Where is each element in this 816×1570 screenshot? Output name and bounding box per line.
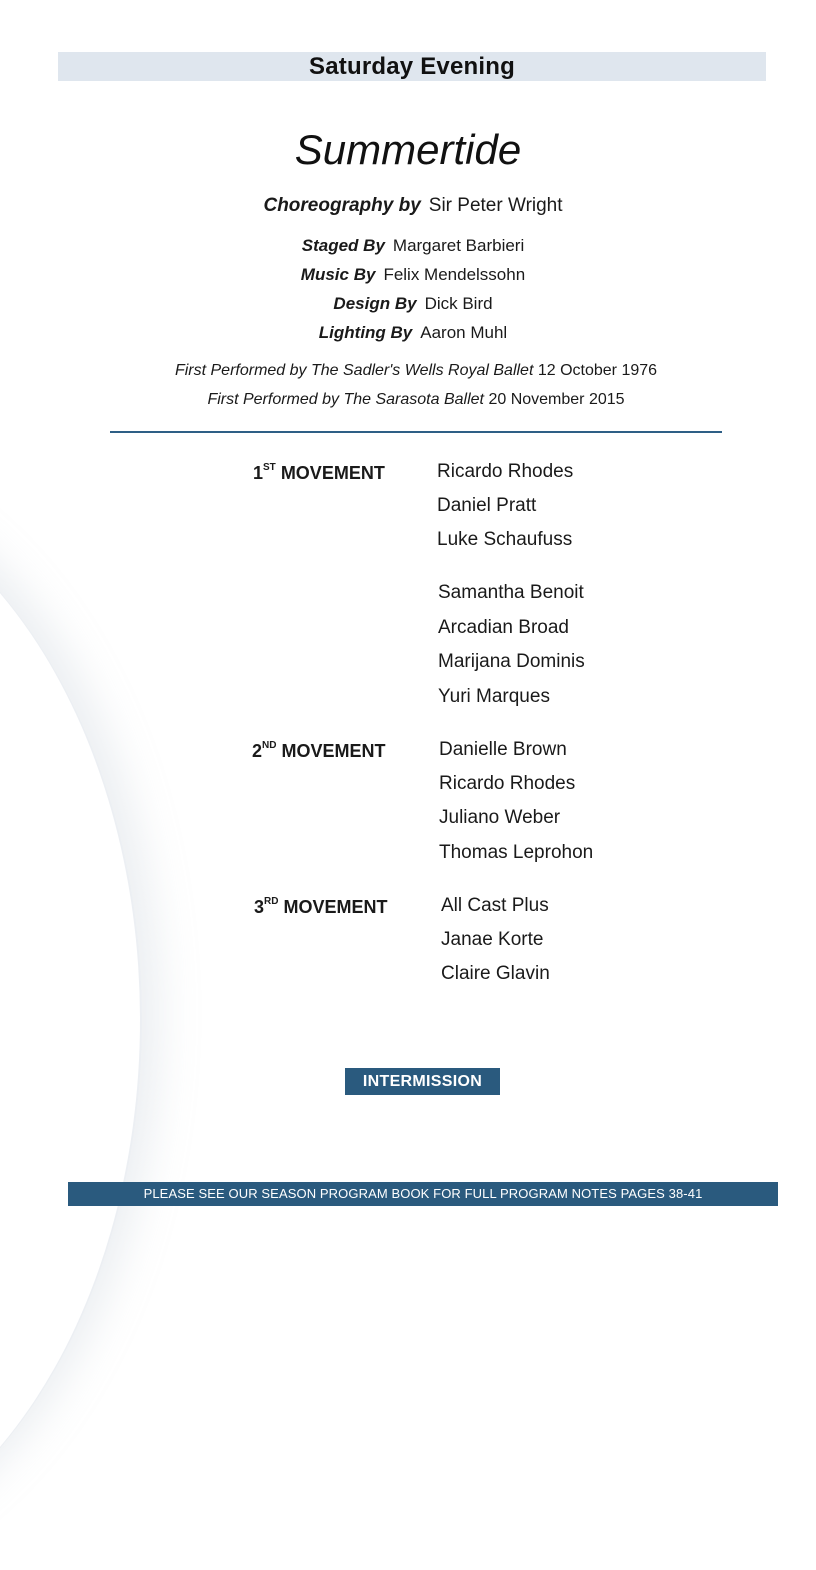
credit-value: Dick Bird xyxy=(424,294,493,313)
movement-label xyxy=(252,741,386,762)
credit-label: Music By xyxy=(300,265,376,284)
divider-rule xyxy=(110,431,722,433)
premiere-line xyxy=(0,391,816,409)
dancer-name: Claire Glavin xyxy=(441,963,550,984)
premiere-label: First Performed by The Sadler's Wells Royal Ballet xyxy=(174,362,534,379)
dancer-name: Ricardo Rhodes xyxy=(437,461,574,482)
credit-design xyxy=(0,294,816,314)
movement-label xyxy=(254,897,388,918)
footer-note: PLEASE SEE OUR SEASON PROGRAM BOOK FOR FULL PROGRAM NOTES PAGES 38-41 xyxy=(68,1182,778,1206)
dancer-name: Marijana Dominis xyxy=(438,651,585,672)
credit-label: Design By xyxy=(333,294,417,313)
credit-label: Staged By xyxy=(301,236,385,255)
page-header-title: Saturday Evening xyxy=(309,53,515,80)
credit-label: Choreography by xyxy=(263,195,421,216)
movement-number: 1 xyxy=(253,463,264,483)
dancer-name: Janae Korte xyxy=(441,929,544,950)
movement-label xyxy=(253,463,385,484)
decorative-arc xyxy=(0,470,142,1570)
dancer-name: Yuri Marques xyxy=(438,686,550,707)
credit-lighting xyxy=(0,323,816,343)
movement-word: MOVEMENT xyxy=(281,741,386,761)
movement-word: MOVEMENT xyxy=(283,897,388,917)
premiere-line xyxy=(0,362,816,380)
dancer-name: Samantha Benoit xyxy=(438,582,584,603)
header-bar xyxy=(58,52,766,81)
dancer-name: Juliano Weber xyxy=(439,807,561,828)
credit-value: Aaron Muhl xyxy=(420,323,508,342)
dancer-name: All Cast Plus xyxy=(441,895,549,916)
credit-value: Margaret Barbieri xyxy=(392,236,525,255)
credit-music xyxy=(0,265,816,285)
credit-staged xyxy=(0,236,816,256)
credit-value: Sir Peter Wright xyxy=(428,195,563,216)
movement-word: MOVEMENT xyxy=(280,463,385,483)
credit-label: Lighting By xyxy=(318,323,413,342)
dancer-name: Danielle Brown xyxy=(439,739,567,760)
credit-value: Felix Mendelssohn xyxy=(383,265,526,284)
movement-number: 2 xyxy=(252,741,263,761)
movement-ordinal-suffix: ND xyxy=(262,740,277,751)
dancer-name: Thomas Leprohon xyxy=(439,842,594,863)
movement-ordinal-suffix: RD xyxy=(264,896,279,907)
intermission-banner: INTERMISSION xyxy=(345,1068,500,1095)
dancer-name: Ricardo Rhodes xyxy=(439,773,576,794)
credit-choreography xyxy=(0,195,816,217)
movement-number: 3 xyxy=(254,897,265,917)
premiere-label: First Performed by The Sarasota Ballet xyxy=(207,391,484,408)
premiere-date: 12 October 1976 xyxy=(537,362,658,379)
dancer-name: Luke Schaufuss xyxy=(437,529,573,550)
dancer-name: Arcadian Broad xyxy=(438,617,569,638)
movement-ordinal-suffix: ST xyxy=(263,462,276,473)
ballet-title: Summertide xyxy=(294,126,522,173)
dancer-name: Daniel Pratt xyxy=(437,495,537,516)
premiere-date: 20 November 2015 xyxy=(488,391,625,408)
